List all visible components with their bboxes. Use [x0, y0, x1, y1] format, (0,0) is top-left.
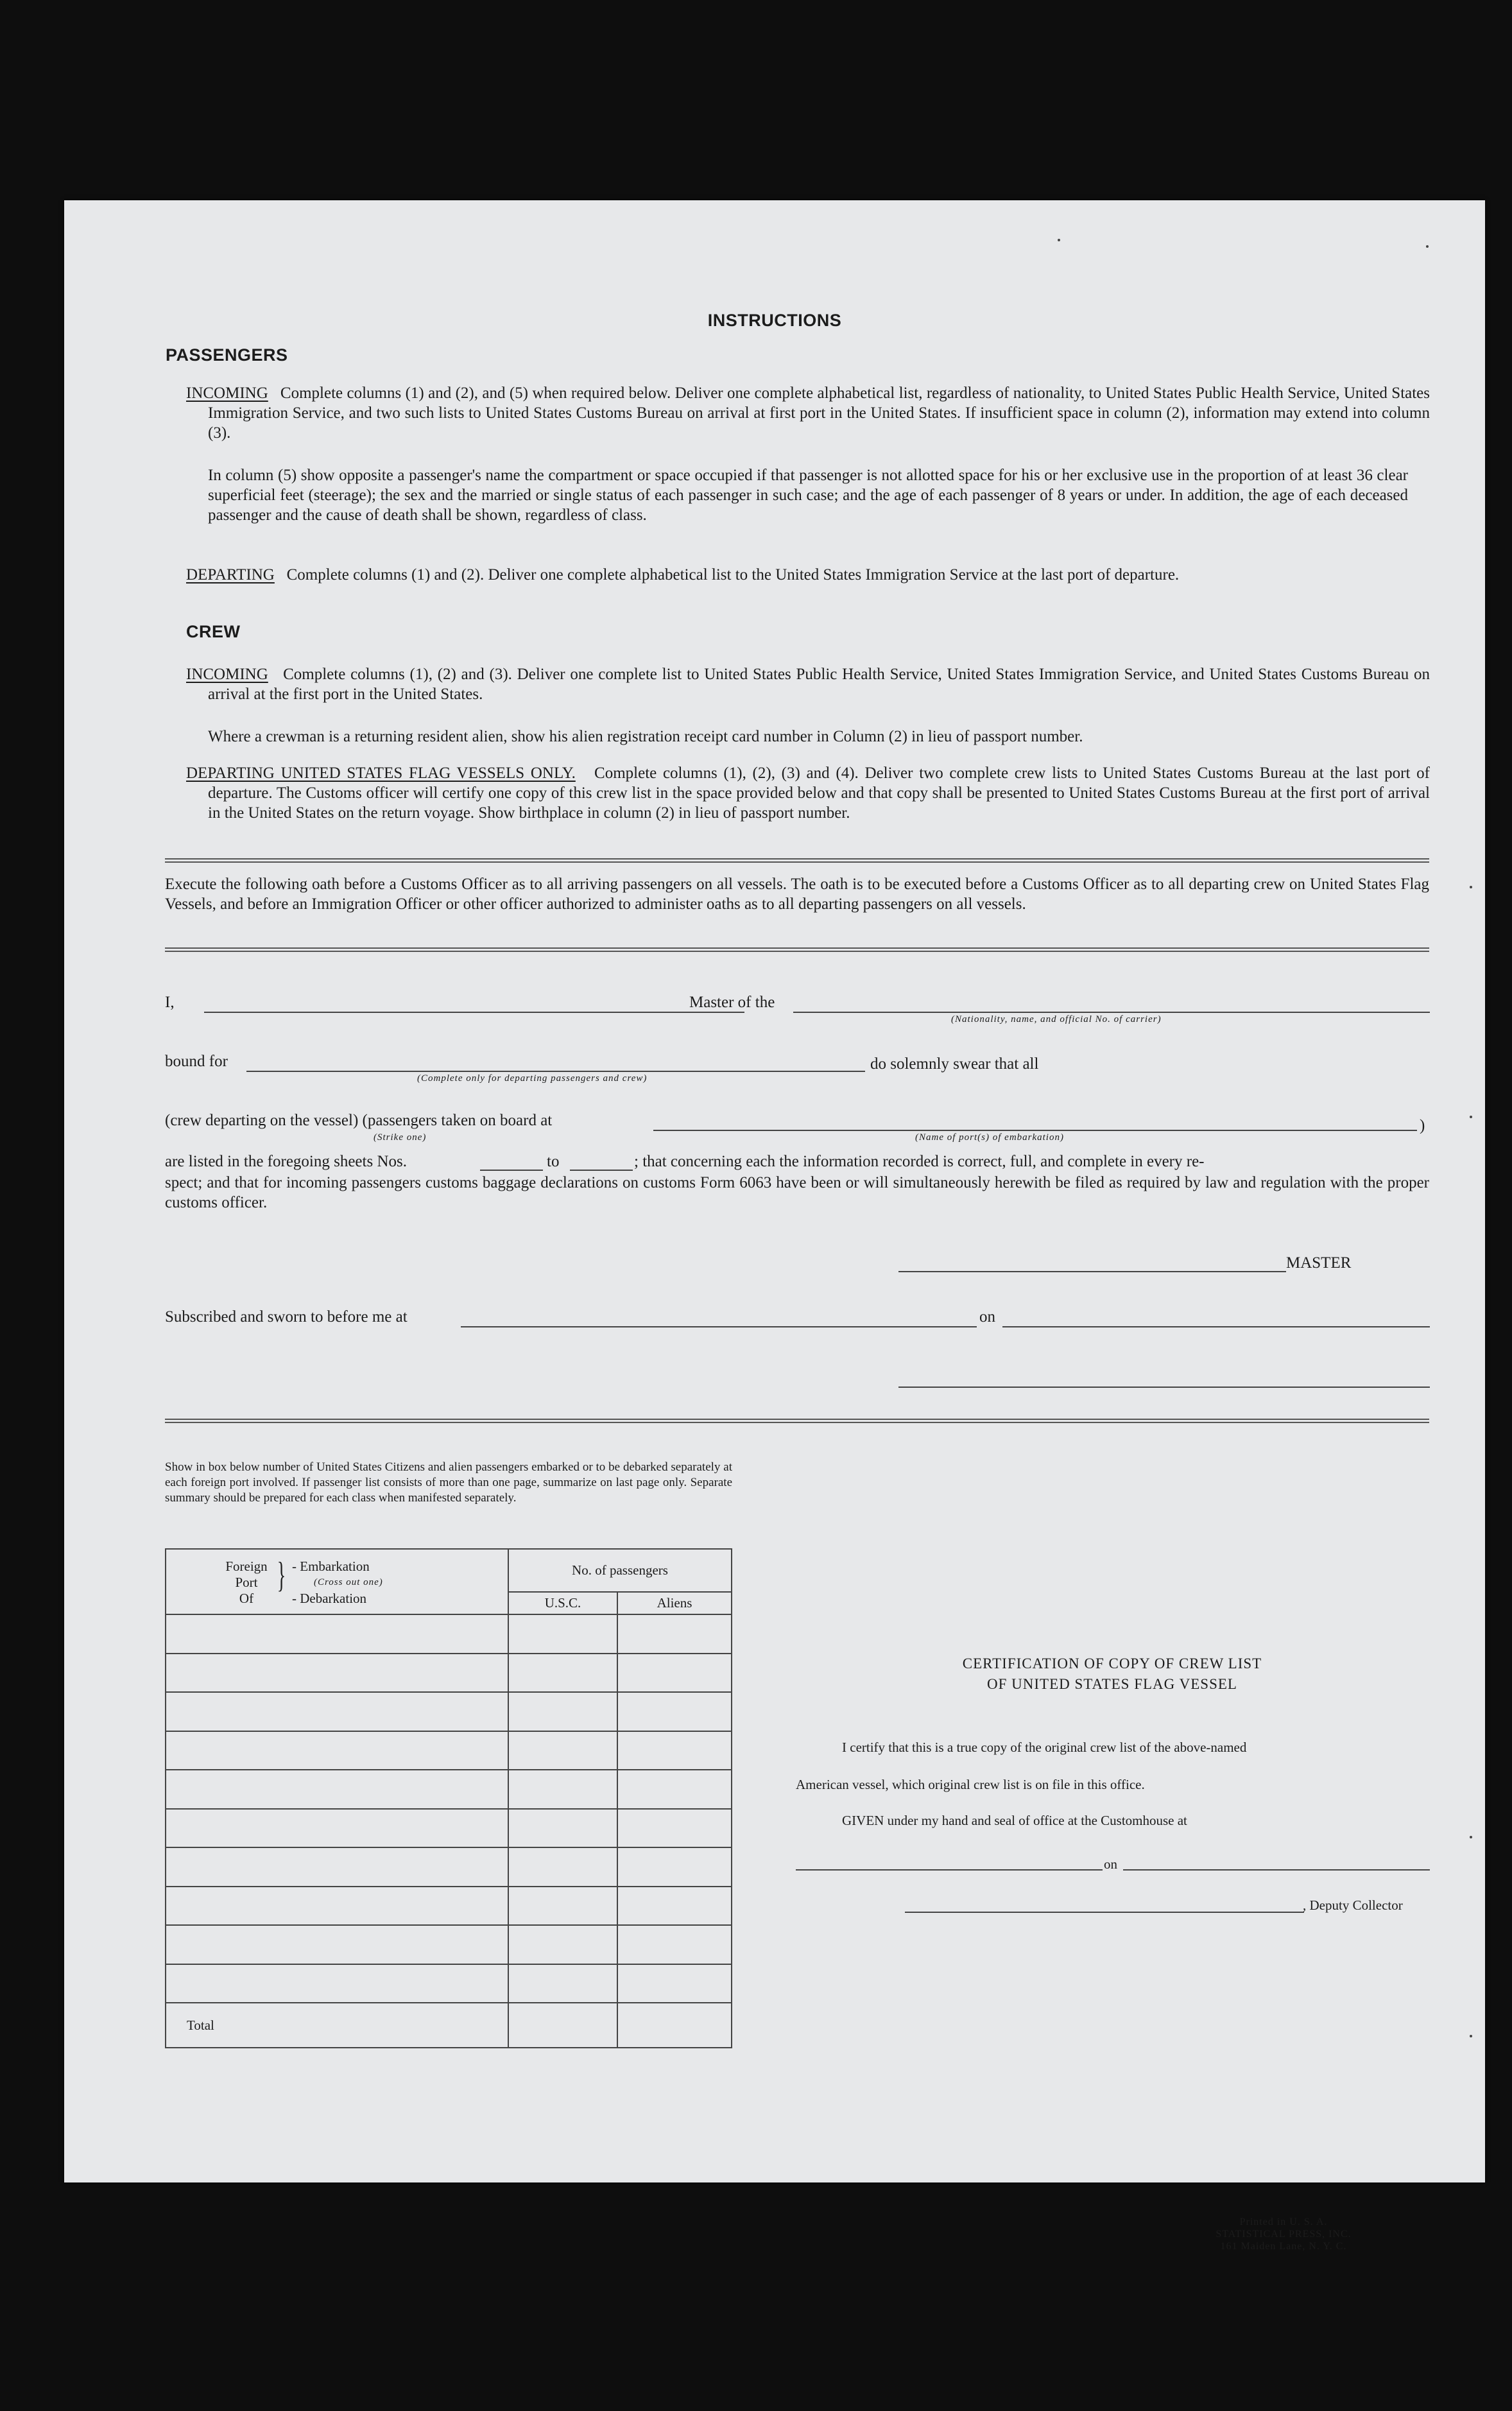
total-aliens-cell[interactable] — [617, 2003, 732, 2048]
crew-departing-label: (crew departing on the vessel) (passengers taken on board at — [165, 1112, 553, 1129]
port-label: Port — [235, 1575, 258, 1590]
close-paren: ) — [1420, 1117, 1425, 1134]
total-usc-cell[interactable] — [508, 2003, 617, 2048]
brace-icon: } — [277, 1555, 286, 1595]
no-of-passengers-header: No. of passengers — [508, 1549, 732, 1592]
deputy-collector-label: , Deputy Collector — [1303, 1897, 1403, 1913]
usc-header: U.S.C. — [508, 1592, 617, 1614]
deputy-signature-field[interactable] — [905, 1912, 1304, 1913]
port-cell[interactable] — [166, 1692, 508, 1731]
scan-speck — [1470, 886, 1472, 888]
table-row — [166, 1964, 732, 2003]
port-cell[interactable] — [166, 1847, 508, 1887]
table-row — [166, 1770, 732, 1809]
of-label: Of — [239, 1591, 254, 1606]
divider — [165, 1419, 1429, 1423]
scan-speck — [1470, 1836, 1472, 1838]
oath-i-label: I, — [165, 994, 175, 1011]
usc-cell[interactable] — [508, 1692, 617, 1731]
port-cell[interactable] — [166, 1887, 508, 1926]
port-cell[interactable] — [166, 1770, 508, 1809]
port-cell[interactable] — [166, 1731, 508, 1770]
table-row — [166, 1925, 732, 1964]
aliens-cell[interactable] — [617, 1692, 732, 1731]
aliens-cell[interactable] — [617, 1809, 732, 1848]
embark-debark-label — [292, 1559, 383, 1607]
printer-imprint — [1155, 2216, 1412, 2252]
ports-of-embarkation-field[interactable] — [653, 1130, 1417, 1131]
passengers-incoming-text: Complete columns (1) and (2), and (5) when required below. Deliver one complete alphabetical list, regardless of nationality, to United States Public Health Service, United States Immigration Service, and two such lists to United States Customs Bureau on arrival at first port in the United States. If insufficient space in column (2), information may extend into column (3). — [208, 385, 1430, 442]
ports-caption: (Name of port(s) of embarkation) — [915, 1132, 1064, 1143]
scan-speck — [1058, 239, 1060, 241]
usc-cell[interactable] — [508, 1614, 617, 1654]
table-row — [166, 1809, 732, 1848]
usc-cell[interactable] — [508, 1964, 617, 2003]
port-cell[interactable] — [166, 1964, 508, 2003]
table-row — [166, 1614, 732, 1654]
scan-speck — [1470, 2035, 1472, 2037]
foreign-label: Foreign — [225, 1559, 268, 1574]
usc-cell[interactable] — [508, 1887, 617, 1926]
certification-heading-line2: OF UNITED STATES FLAG VESSEL — [987, 1676, 1237, 1692]
bound-for-field[interactable] — [246, 1071, 865, 1072]
divider — [165, 858, 1429, 863]
passengers-incoming-paragraph — [186, 383, 1430, 443]
embarkation-option[interactable]: - Embarkation — [292, 1559, 370, 1574]
scan-speck — [1470, 1116, 1472, 1118]
port-cell[interactable] — [166, 1614, 508, 1654]
passengers-departing-paragraph — [186, 565, 1430, 585]
oath-intro: Execute the following oath before a Customs Officer as to all arriving passengers on all vessels. The oath is to be executed before a Customs Officer as to all departing crew on United States Flag Vessels, and before an Immigration Officer or other officer authorized to administer oaths as to all departing passengers on all vessels. — [165, 876, 1429, 913]
certification-line2: American vessel, which original crew list is on file in this office. — [796, 1777, 1145, 1792]
aliens-cell[interactable] — [617, 1925, 732, 1964]
aliens-cell[interactable] — [617, 1887, 732, 1926]
sheet-to-label: to — [547, 1153, 560, 1170]
customhouse-field[interactable] — [796, 1869, 1103, 1871]
passengers-incoming-label: INCOMING — [186, 385, 268, 402]
aliens-header: Aliens — [617, 1592, 732, 1614]
certification-line3: GIVEN under my hand and seal of office at the Customhouse at — [842, 1813, 1187, 1828]
sworn-on-field[interactable] — [1002, 1326, 1430, 1327]
master-label: MASTER — [1286, 1254, 1352, 1272]
port-header-cell — [166, 1549, 508, 1614]
carrier-field[interactable] — [793, 1012, 1430, 1013]
sworn-at-field[interactable] — [461, 1326, 977, 1327]
table-body — [166, 1614, 732, 2003]
aliens-cell[interactable] — [617, 1731, 732, 1770]
nationality-caption: (Nationality, name, and official No. of carrier) — [951, 1014, 1162, 1024]
aliens-cell[interactable] — [617, 1654, 732, 1693]
aliens-cell[interactable] — [617, 1770, 732, 1809]
master-name-field[interactable] — [204, 1012, 744, 1013]
printer-line2: STATISTICAL PRESS, INC. — [1216, 2229, 1352, 2240]
printer-line3: 161 Maiden Lane, N. Y. C. — [1220, 2241, 1347, 2252]
foreign-port-of-label — [223, 1559, 270, 1607]
usc-cell[interactable] — [508, 1925, 617, 1964]
usc-cell[interactable] — [508, 1809, 617, 1848]
subscribed-label: Subscribed and sworn to before me at — [165, 1308, 408, 1326]
bound-for-label: bound for — [165, 1053, 228, 1070]
certification-on-label: on — [1104, 1856, 1117, 1872]
passengers-column5-paragraph: In column (5) show opposite a passenger's name the compartment or space occupied if that passenger is not allotted space for his or her exclusive use in the proportion of at least 36 clear superficial feet (steerage); the sex and the married or single status of each passenger in such case; and the age of each passenger of 8 years or under. In addition, the age of each deceased passenger and the cause of death shall be shown, regardless of class. — [208, 467, 1408, 524]
crew-incoming-label: INCOMING — [186, 666, 268, 683]
total-label: Total — [166, 2003, 508, 2048]
aliens-cell[interactable] — [617, 1847, 732, 1887]
debarkation-option[interactable]: - Debarkation — [292, 1591, 367, 1606]
table-row — [166, 1731, 732, 1770]
aliens-cell[interactable] — [617, 1964, 732, 2003]
table-row — [166, 1692, 732, 1731]
crew-heading: CREW — [186, 622, 241, 641]
usc-cell[interactable] — [508, 1770, 617, 1809]
sheet-from-field[interactable] — [480, 1170, 543, 1171]
crew-incoming-text: Complete columns (1), (2) and (3). Deliver one complete list to United States Public Health Service, United States Immigration Service, and United States Customs Bureau on arrival at the first port in the United States. — [208, 666, 1430, 703]
summary-note: Show in box below number of United States Citizens and alien passengers embarked or to be debarked separately at each foreign port involved. If passenger list consists of more than one page, summarize on last page only. Separate summary should be prepared for each class when manifested separately. — [165, 1460, 732, 1505]
crew-departing-label: DEPARTING UNITED STATES FLAG VESSELS ONLY. — [186, 765, 576, 782]
table-row — [166, 1847, 732, 1887]
scan-speck — [1426, 245, 1429, 248]
master-signature-field[interactable] — [898, 1271, 1286, 1272]
certification-heading — [796, 1654, 1429, 1695]
listed-rest: spect; and that for incoming passengers customs baggage declarations on customs Form 6063 have been or will simultaneously herewith be filed as required by law and regulation with the proper customs officer. — [165, 1174, 1429, 1211]
passengers-departing-text: Complete columns (1) and (2). Deliver one complete alphabetical list to the United States Immigration Service at the last port of departure. — [286, 566, 1180, 583]
crew-departing-text: Complete columns (1), (2), (3) and (4). Deliver two complete crew lists to United States Customs Bureau at the last port of departure. The Customs officer will certify one copy of this crew list in the space provided below and that copy shall be presented to United States Customs Bureau at the first port of arrival in the United States on the return voyage. Show birthplace in column (2) in lieu of passport number. — [208, 765, 1430, 822]
passengers-heading: PASSENGERS — [166, 345, 288, 365]
crew-departing-paragraph — [186, 763, 1430, 823]
solemnly-swear-label: do solemnly swear that all — [870, 1055, 1039, 1073]
page-title: INSTRUCTIONS — [707, 311, 842, 330]
form-page — [64, 200, 1485, 2252]
certification-line1: I certify that this is a true copy of the original crew list of the above-named — [842, 1740, 1247, 1755]
officer-signature-field[interactable] — [898, 1387, 1430, 1388]
crew-returning-paragraph: Where a crewman is a returning resident alien, show his alien registration receipt card number in Column (2) in lieu of passport number. — [208, 728, 1083, 745]
table-row — [166, 1654, 732, 1693]
listed-suffix: ; that concerning each the information recorded is correct, full, and complete in every re- — [634, 1153, 1205, 1170]
printer-line1: Printed in U. S. A. — [1239, 2217, 1328, 2227]
aliens-cell[interactable] — [617, 1614, 732, 1654]
complete-only-caption: (Complete only for departing passengers and crew) — [417, 1073, 648, 1084]
cross-out-caption: (Cross out one) — [314, 1577, 383, 1587]
usc-cell[interactable] — [508, 1847, 617, 1887]
usc-cell[interactable] — [508, 1654, 617, 1693]
strike-one-caption: (Strike one) — [374, 1132, 427, 1143]
table-row — [166, 1887, 732, 1926]
usc-cell[interactable] — [508, 1731, 617, 1770]
divider — [165, 947, 1429, 952]
port-cell[interactable] — [166, 1654, 508, 1693]
port-cell[interactable] — [166, 1809, 508, 1848]
passenger-summary-table — [165, 1548, 732, 2048]
sworn-on-label: on — [979, 1308, 995, 1326]
passengers-departing-label: DEPARTING — [186, 566, 275, 583]
sheet-to-field[interactable] — [570, 1170, 633, 1171]
port-cell[interactable] — [166, 1925, 508, 1964]
master-of-the-label: Master of the — [689, 994, 775, 1011]
certification-heading-line1: CERTIFICATION OF COPY OF CREW LIST — [962, 1655, 1262, 1672]
listed-prefix: are listed in the foregoing sheets Nos. — [165, 1153, 407, 1170]
certification-date-field[interactable] — [1123, 1869, 1430, 1871]
crew-incoming-paragraph — [186, 664, 1430, 704]
